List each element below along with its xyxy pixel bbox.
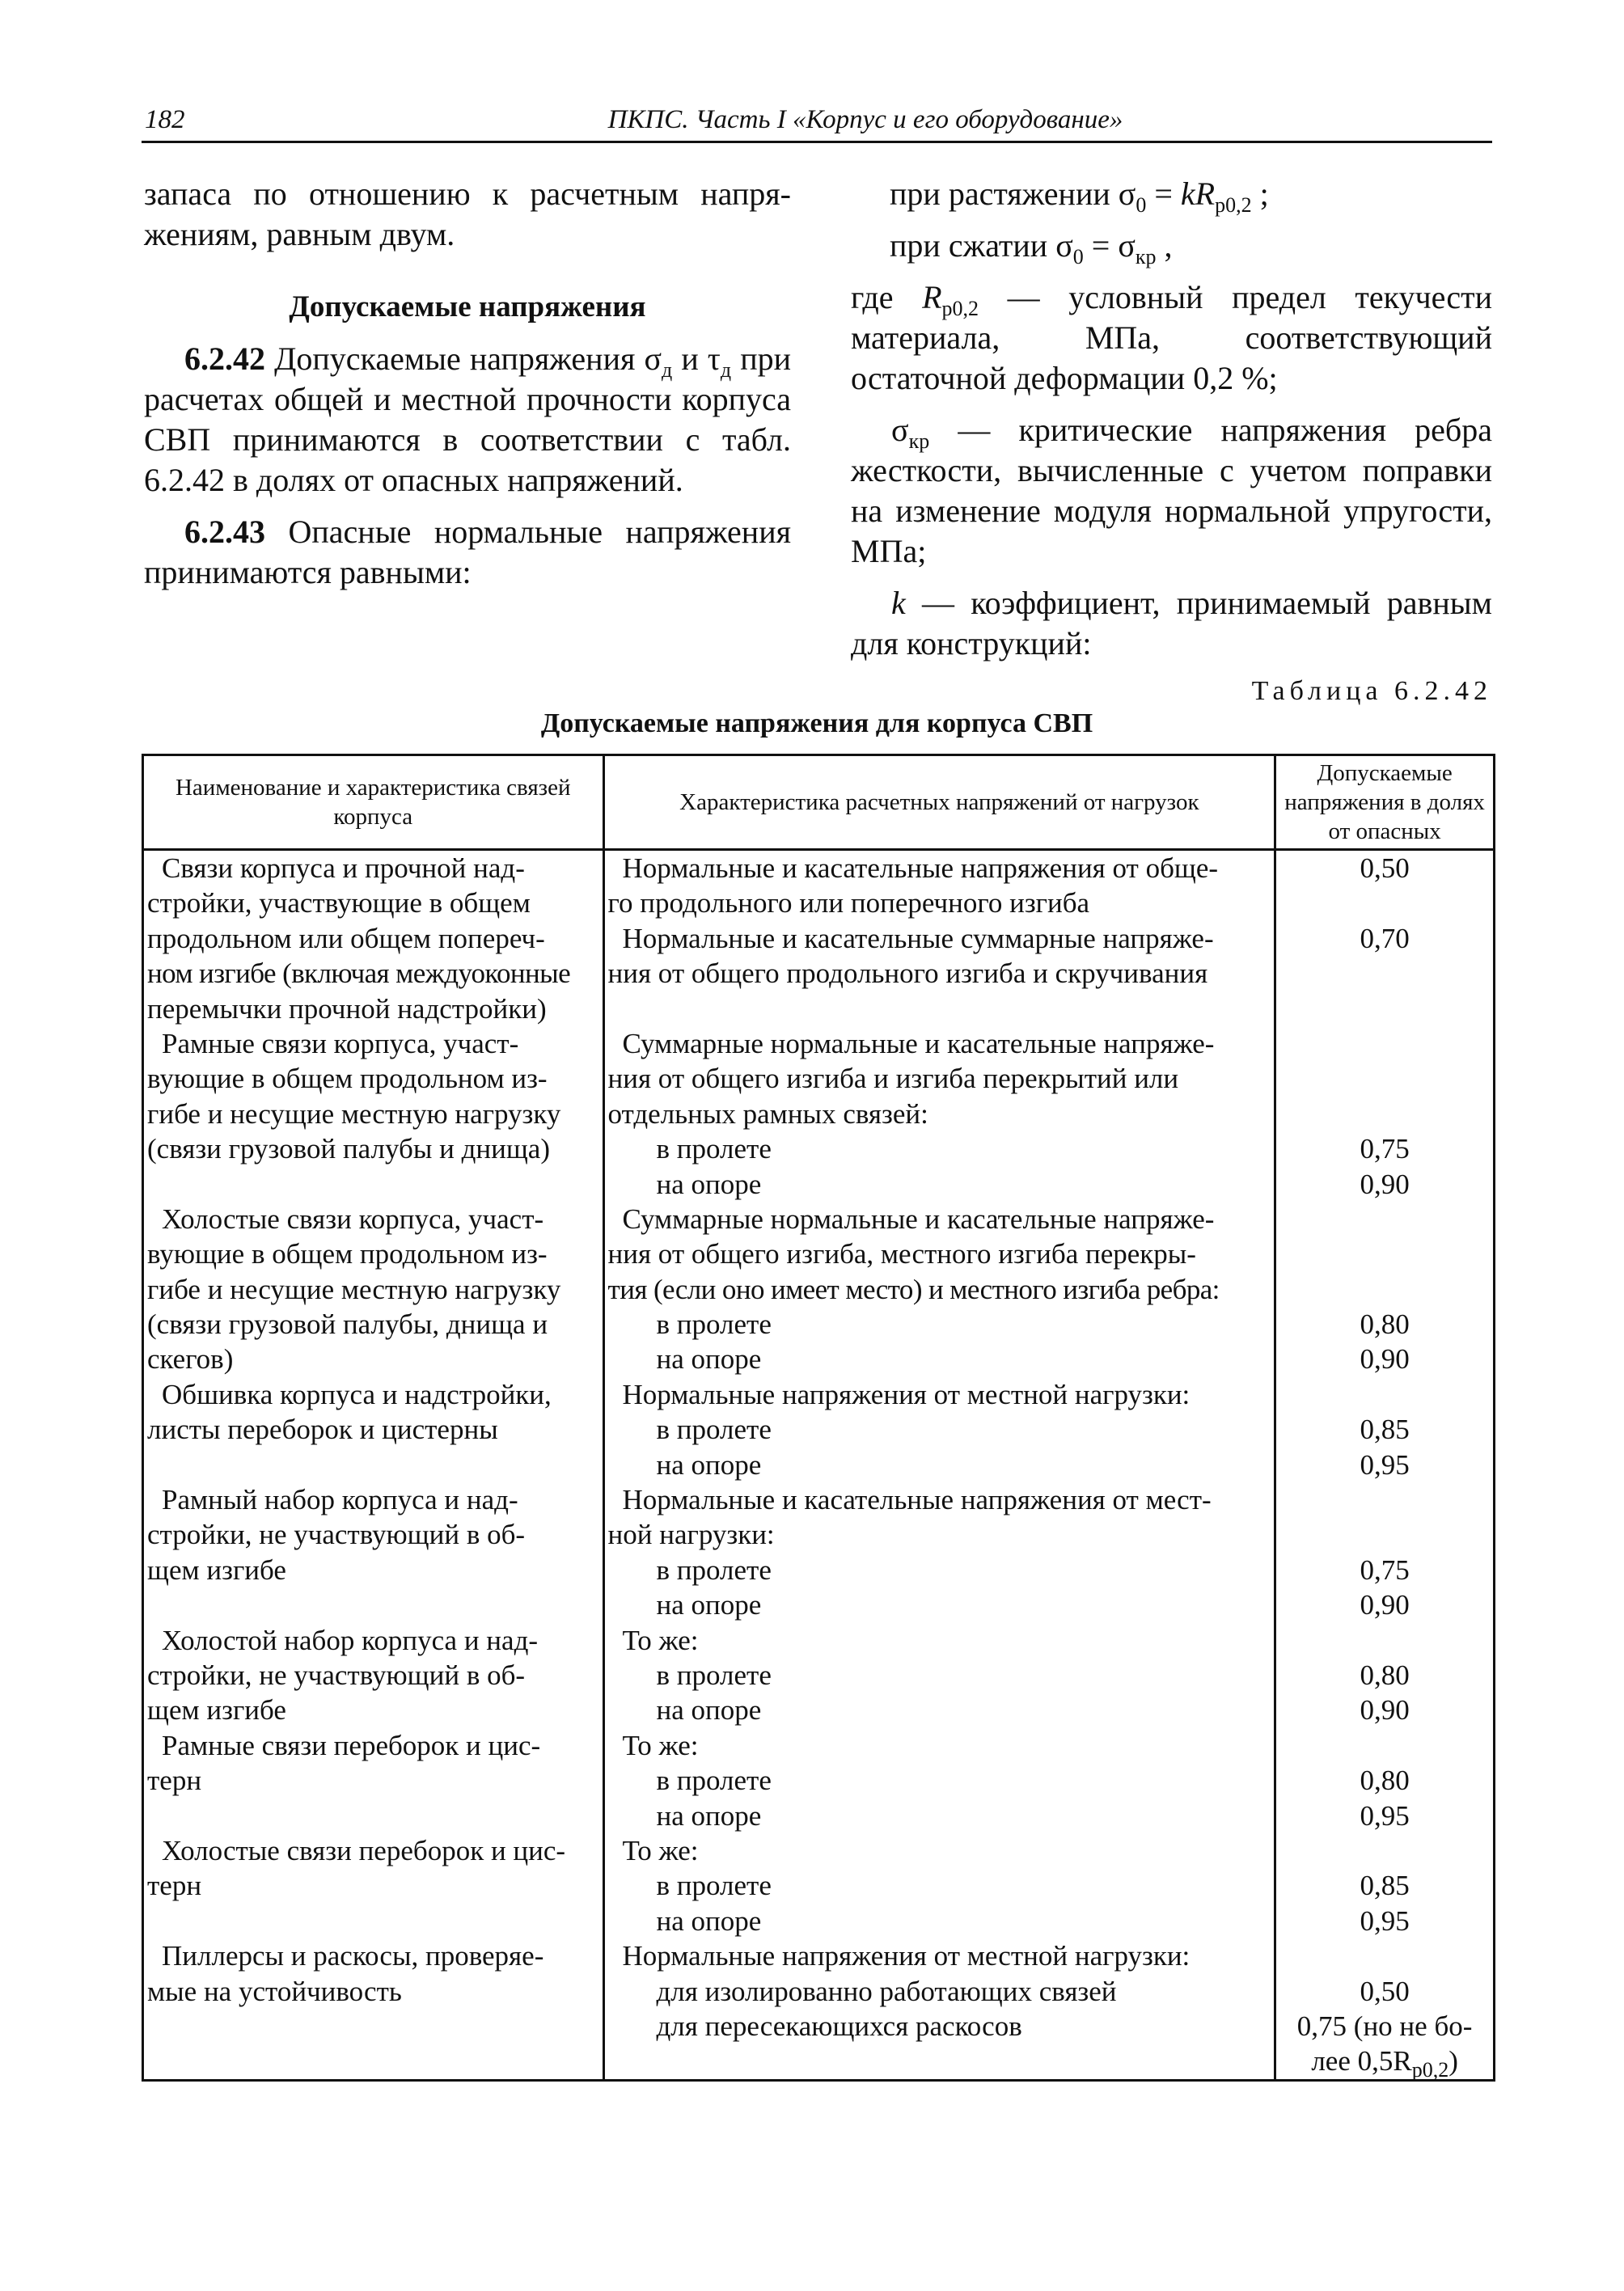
cell-line: в пролете bbox=[656, 1765, 772, 1797]
subscript: д bbox=[662, 358, 673, 382]
cell-line: в пролете bbox=[656, 1553, 772, 1586]
table-caption: Таблица 6.2.42 bbox=[1251, 676, 1492, 706]
variable: R bbox=[922, 279, 942, 315]
table-row bbox=[143, 850, 1495, 1026]
cell-line: 0,85 bbox=[1360, 1870, 1410, 1902]
cell-line: вующие в общем продольном из- bbox=[147, 1238, 548, 1270]
table-cell-col1 bbox=[143, 1833, 604, 1938]
cell-line: в пролете bbox=[656, 1133, 772, 1165]
cell-line bbox=[1279, 886, 1490, 920]
cell-line: продольном или общем попереч- bbox=[147, 922, 545, 954]
cell-line: Обшивка корпуса и надстройки, bbox=[162, 1378, 552, 1410]
formula-compression bbox=[851, 226, 1492, 266]
table-cell-col1 bbox=[143, 1623, 604, 1728]
subscript: 0 bbox=[1136, 193, 1147, 217]
table-cell-col3 bbox=[1275, 1377, 1495, 1482]
sigma-symbol: σ bbox=[1055, 227, 1073, 264]
paragraph-6-2-43 bbox=[144, 512, 791, 593]
subscript: д bbox=[720, 358, 732, 382]
cell-line bbox=[1279, 1061, 1490, 1096]
cell-line: 0,95 bbox=[1360, 1448, 1410, 1481]
cell-line: 0,75 (но не бо- bbox=[1296, 2010, 1473, 2042]
cell-line bbox=[1279, 1377, 1490, 1412]
running-header bbox=[142, 105, 1492, 143]
table-body bbox=[143, 850, 1495, 2081]
cell-line: 0,80 bbox=[1360, 1765, 1410, 1797]
header-col1: Наименование и характеристика связей корпуса bbox=[143, 755, 604, 850]
table-cell-col3 bbox=[1275, 1728, 1495, 1833]
subscript: p0,2 bbox=[941, 297, 979, 320]
cell-line: для изолированно работающих связей bbox=[656, 1975, 1117, 2007]
cell-line: вующие в общем продольном из- bbox=[147, 1063, 548, 1095]
clause-text: при расчетах общей и местной прочности корпуса СВП принимаются в соответствии с табл. 6.2.42 в долях от опасных напряжений. bbox=[144, 340, 792, 498]
cell-line bbox=[1279, 1202, 1490, 1236]
page-number: 182 bbox=[145, 105, 185, 134]
cell-line: Холостые связи корпуса, участ- bbox=[162, 1203, 544, 1235]
table-cell-col2 bbox=[603, 850, 1275, 1026]
definition-k bbox=[851, 583, 1492, 664]
table-cell-col3 bbox=[1275, 1623, 1495, 1728]
subscript: кр bbox=[1135, 245, 1157, 268]
table-cell-col1 bbox=[143, 1202, 604, 1377]
table-row bbox=[143, 1938, 1495, 2080]
table-cell-col1 bbox=[143, 1728, 604, 1833]
cell-line: Нормальные напряжения от местной нагрузки: bbox=[622, 1378, 1191, 1410]
cell-line: То же: bbox=[622, 1834, 699, 1866]
cell-line: 0,80 bbox=[1360, 1308, 1410, 1341]
cell-line bbox=[1279, 1272, 1490, 1307]
cell-line: на опоре bbox=[656, 1343, 762, 1376]
clause-text: Опасные нормальные напряжения принимаются равными: bbox=[144, 514, 791, 590]
cell-line: 0,70 bbox=[1360, 922, 1410, 954]
cell-line: Связи корпуса и прочной над- bbox=[162, 852, 525, 884]
punct: , bbox=[1156, 227, 1173, 264]
table-row bbox=[143, 1377, 1495, 1482]
cell-line: Суммарные нормальные и касательные напряже- bbox=[622, 1203, 1215, 1235]
cell-line: отдельных рамных связей: bbox=[607, 1097, 928, 1130]
cell-line: Суммарные нормальные и касательные напряже- bbox=[622, 1027, 1215, 1059]
formula-label: при сжатии bbox=[890, 227, 1056, 264]
header-col3: Допускаемые напряжения в долях от опасных bbox=[1275, 755, 1495, 850]
cell-line: Рамные связи корпуса, участ- bbox=[162, 1027, 519, 1059]
cell-line: Нормальные и касательные напряжения от обще- bbox=[622, 852, 1219, 884]
cell-line: скегов) bbox=[147, 1343, 234, 1376]
cell-line: Пиллерсы и раскосы, проверяе- bbox=[162, 1940, 544, 1972]
cell-line: гибе и несущие местную нагрузку bbox=[147, 1097, 561, 1130]
cell-line: 0,95 bbox=[1360, 1799, 1410, 1832]
cell-line: тия (если оно имеет место) и местного изгиба ребра: bbox=[607, 1273, 1220, 1305]
cell-line: лее $0,5R_{p0,2}$) bbox=[1311, 2045, 1458, 2082]
cell-line: на опоре bbox=[656, 1168, 762, 1200]
left-column bbox=[144, 174, 791, 593]
cell-line bbox=[1279, 1482, 1490, 1517]
cell-line bbox=[1279, 1026, 1490, 1061]
cell-line: для пересекающихся раскосов bbox=[656, 2010, 1022, 2042]
cell-line: стройки, участвующие в общем bbox=[147, 887, 531, 919]
cell-line bbox=[147, 1799, 599, 1833]
cell-line: Холостой набор корпуса и над- bbox=[162, 1624, 539, 1656]
cell-line: То же: bbox=[622, 1729, 699, 1761]
cell-line: То же: bbox=[622, 1624, 699, 1656]
table-cell-col3 bbox=[1275, 1026, 1495, 1202]
definition-sigma-kr bbox=[851, 410, 1492, 572]
table-row bbox=[143, 1728, 1495, 1833]
table-cell-col1 bbox=[143, 1026, 604, 1202]
cell-line: перемычки прочной надстройки) bbox=[147, 992, 547, 1025]
cell-line bbox=[147, 2044, 599, 2078]
cell-line bbox=[1279, 1623, 1490, 1658]
clause-number: 6.2.43 bbox=[184, 514, 265, 550]
table-cell-col3 bbox=[1275, 1202, 1495, 1377]
cell-line: 0,50 bbox=[1360, 1975, 1410, 2007]
cell-line bbox=[147, 1904, 599, 1938]
cell-line: 0,75 bbox=[1360, 1133, 1410, 1165]
table-cell-col2 bbox=[603, 1833, 1275, 1938]
def-text: — условный предел текучести материала, МПа, соответствующий остаточной деформации 0,2 %; bbox=[851, 279, 1492, 396]
table-cell-col1 bbox=[143, 1482, 604, 1623]
cell-line: 0,85 bbox=[1360, 1414, 1410, 1446]
sigma-symbol: σ bbox=[891, 412, 909, 448]
cell-line bbox=[608, 2044, 1271, 2078]
def-text: — коэффициент, принимаемый равным для конструкций: bbox=[851, 585, 1492, 662]
cell-line: Нормальные и касательные суммарные напряже- bbox=[622, 922, 1214, 954]
cell-line: 0,90 bbox=[1360, 1343, 1410, 1376]
cell-line: листы переборок и цистерны bbox=[147, 1414, 498, 1446]
cell-line: 0,90 bbox=[1360, 1694, 1410, 1727]
cell-line: гибе и несущие местную нагрузку bbox=[147, 1273, 561, 1305]
equals: = bbox=[1146, 175, 1181, 212]
cell-line: (связи грузовой палубы и днища) bbox=[147, 1133, 550, 1165]
sigma-symbol: σ bbox=[1118, 175, 1136, 212]
table-cell-col2 bbox=[603, 1026, 1275, 1202]
table-header-row bbox=[143, 755, 1495, 850]
table-cell-col2 bbox=[603, 1938, 1275, 2080]
table-row bbox=[143, 1482, 1495, 1623]
table-cell-col2 bbox=[603, 1728, 1275, 1833]
cell-line: на опоре bbox=[656, 1904, 762, 1937]
variable: kR bbox=[1180, 175, 1216, 212]
cell-line: 0,90 bbox=[1360, 1168, 1410, 1200]
clause-number: 6.2.42 bbox=[184, 340, 265, 377]
cell-line: 0,95 bbox=[1360, 1904, 1410, 1937]
table-cell-col3 bbox=[1275, 850, 1495, 1026]
cell-line: ном изгибе (включая междуоконные bbox=[147, 957, 571, 990]
definition-rp02 bbox=[851, 277, 1492, 399]
table-cell-col2 bbox=[603, 1482, 1275, 1623]
cell-line: в пролете bbox=[656, 1308, 772, 1341]
cell-line: на опоре bbox=[656, 1589, 762, 1621]
table-cell-col1 bbox=[143, 1938, 604, 2080]
cell-line: терн bbox=[147, 1765, 202, 1797]
clause-text: и τ bbox=[672, 340, 721, 377]
def-text: — критические напряжения ребра жесткости, вычисленные с учетом поправки на изменение модуля нормальной упругости, МПа; bbox=[851, 412, 1492, 569]
cell-line bbox=[147, 2009, 599, 2044]
equals: = σ bbox=[1083, 227, 1136, 264]
table-cell-col2 bbox=[603, 1377, 1275, 1482]
cell-line: 0,90 bbox=[1360, 1589, 1410, 1621]
table-row bbox=[143, 1833, 1495, 1938]
cell-line: терн bbox=[147, 1870, 202, 1902]
table-row bbox=[143, 1026, 1495, 1202]
cell-line bbox=[1279, 1517, 1490, 1552]
table-cell-col3 bbox=[1275, 1833, 1495, 1938]
cell-line: 0,75 bbox=[1360, 1553, 1410, 1586]
subscript: кр bbox=[908, 429, 930, 453]
cell-line: щем изгибе bbox=[147, 1694, 286, 1727]
cell-line: щем изгибе bbox=[147, 1553, 286, 1586]
variable: k bbox=[891, 585, 906, 621]
cell-line bbox=[1279, 1097, 1490, 1131]
table-cell-col3 bbox=[1275, 1482, 1495, 1623]
cell-line: на опоре bbox=[656, 1694, 762, 1727]
cell-line: мые на устойчивость bbox=[147, 1975, 402, 2007]
running-title: ПКПС. Часть I «Корпус и его оборудование» bbox=[607, 105, 1123, 134]
right-column bbox=[851, 174, 1492, 664]
header-col2: Характеристика расчетных напряжений от нагрузок bbox=[603, 755, 1275, 850]
cell-line: 0,50 bbox=[1360, 852, 1410, 884]
intro-line-2: жениям, равным двум. bbox=[144, 216, 455, 252]
cell-line: ния от общего изгиба и изгиба перекрытий или bbox=[607, 1063, 1179, 1095]
cell-line: стройки, не участвующий в об- bbox=[147, 1659, 526, 1691]
cell-line: Холостые связи переборок и цис- bbox=[162, 1834, 566, 1866]
allowable-stress-table bbox=[142, 754, 1495, 2082]
cell-line: 0,80 bbox=[1360, 1659, 1410, 1691]
cell-line bbox=[1279, 1236, 1490, 1271]
table-cell-col3 bbox=[1275, 1938, 1495, 2080]
cell-line bbox=[1279, 1938, 1490, 1973]
subscript: p0,2 bbox=[1411, 2058, 1449, 2082]
cell-line: в пролете bbox=[656, 1870, 772, 1902]
cell-line bbox=[1279, 1833, 1490, 1868]
cell-line: Нормальные напряжения от местной нагрузки: bbox=[622, 1940, 1191, 1972]
formula-tension bbox=[851, 174, 1492, 217]
def-text: где bbox=[851, 279, 923, 315]
cell-line: в пролете bbox=[656, 1659, 772, 1691]
cell-line: ния от общего изгиба, местного изгиба перекры- bbox=[607, 1238, 1196, 1270]
formula-label: при растяжении bbox=[890, 175, 1119, 212]
cell-line: ной нагрузки: bbox=[607, 1519, 775, 1551]
cell-line: на опоре bbox=[656, 1448, 762, 1481]
cell-line: Нормальные и касательные напряжения от мест- bbox=[622, 1484, 1212, 1516]
cell-line: Рамный набор корпуса и над- bbox=[162, 1484, 518, 1516]
cell-line bbox=[608, 991, 1271, 1026]
subscript: p0,2 bbox=[1215, 193, 1252, 217]
cell-line bbox=[1279, 956, 1490, 991]
cell-line bbox=[147, 1587, 599, 1622]
table-row bbox=[143, 1623, 1495, 1728]
section-heading: Допускаемые напряжения bbox=[289, 290, 646, 323]
paragraph-6-2-42 bbox=[144, 339, 791, 501]
cell-line bbox=[147, 1448, 599, 1482]
table-cell-col1 bbox=[143, 1377, 604, 1482]
intro-line-1: запаса по отношению к расчетным напря- bbox=[144, 175, 791, 212]
cell-line bbox=[1279, 1728, 1490, 1763]
table-row bbox=[143, 1202, 1495, 1377]
cell-line: на опоре bbox=[656, 1799, 762, 1832]
cell-line: (связи грузовой палубы, днища и bbox=[147, 1308, 548, 1341]
cell-line: го продольного или поперечного изгиба bbox=[607, 887, 1090, 919]
cell-line: ния от общего продольного изгиба и скручивания bbox=[607, 957, 1208, 990]
subscript: 0 bbox=[1072, 245, 1084, 268]
cell-line: в пролете bbox=[656, 1414, 772, 1446]
table-cell-col2 bbox=[603, 1202, 1275, 1377]
punct: ; bbox=[1251, 175, 1269, 212]
cell-line: стройки, не участвующий в об- bbox=[147, 1519, 526, 1551]
cell-line: Рамные связи переборок и цис- bbox=[162, 1729, 541, 1761]
table-cell-col2 bbox=[603, 1623, 1275, 1728]
table-cell-col1 bbox=[143, 850, 604, 1026]
cell-line bbox=[147, 1167, 599, 1202]
table-title: Допускаемые напряжения для корпуса СВП bbox=[540, 708, 1093, 738]
clause-text: Допускаемые напряжения σ bbox=[265, 340, 662, 377]
cell-line bbox=[1279, 991, 1490, 1026]
